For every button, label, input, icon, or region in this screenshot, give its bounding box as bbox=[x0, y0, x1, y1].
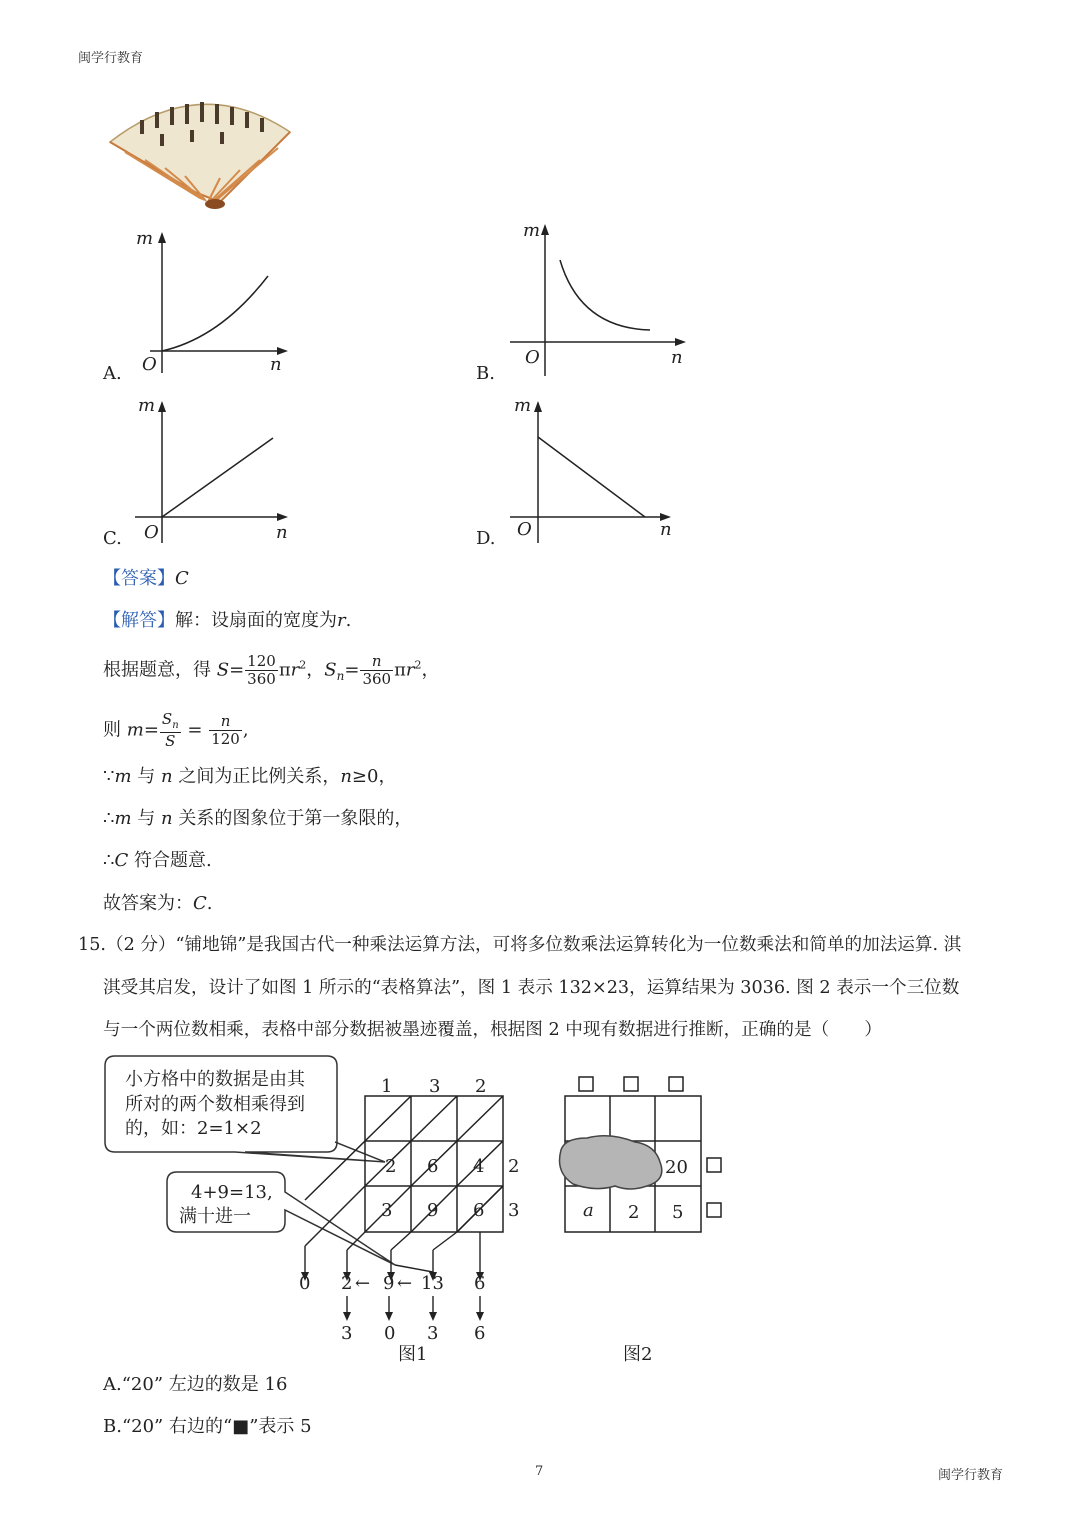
graph-b-xlabel: n bbox=[671, 347, 683, 368]
graph-c-ylabel: m bbox=[138, 395, 156, 416]
graph-d-ylabel: m bbox=[514, 395, 532, 416]
option-c-label: C. bbox=[103, 528, 122, 549]
fraction-n-360: $\frac{n}{360}$ bbox=[362, 652, 392, 688]
graph-c-origin: O bbox=[144, 522, 159, 543]
fig1-cell-2-2: 9 bbox=[427, 1200, 439, 1221]
graph-d-line bbox=[538, 437, 645, 517]
graph-a-xlabel: n bbox=[270, 354, 282, 375]
graph-a-ylabel: m bbox=[136, 228, 154, 249]
page-number: 7 bbox=[535, 1464, 544, 1479]
fraction-120-360: $\frac{120}{360}$ bbox=[247, 652, 276, 688]
callout-1-line-2: 所对的两个数相乘得到 bbox=[125, 1094, 305, 1115]
graph-c-line bbox=[162, 438, 273, 517]
question-15-line-2: 淇受其启发，设计了如图 1 所示的“表格算法”，图 1 表示 132×23，运算结果为 3036. 图 2 表示一个三位数 bbox=[103, 978, 960, 998]
fig2-cell-a: a bbox=[583, 1200, 594, 1221]
ink-blot bbox=[560, 1136, 662, 1189]
fraction-n-120: $\frac{n}{120}$ bbox=[211, 712, 240, 748]
fig1-top-1: 1 bbox=[381, 1076, 393, 1097]
header-left: 闽学行教育 bbox=[78, 51, 144, 66]
fig1-result-4: 6 bbox=[474, 1323, 486, 1344]
answer-line bbox=[103, 570, 189, 588]
fig1-result-3: 3 bbox=[427, 1323, 439, 1344]
figure-1-caption: 图1 bbox=[398, 1344, 428, 1365]
figures-1-2 bbox=[95, 1050, 735, 1370]
fig1-cell-2-3: 6 bbox=[473, 1200, 485, 1221]
option-15-a: A.“20” 左边的数是 16 bbox=[103, 1374, 288, 1395]
solution-tag: 【解答】 bbox=[103, 610, 175, 631]
callout-2-line-1: 4+9=13, bbox=[191, 1182, 273, 1203]
solution-line-3: 则 m= $\frac{S_n}{S}$ = $\frac{n}{120}$ , bbox=[103, 710, 249, 750]
fig1-right-1: 2 bbox=[508, 1156, 520, 1177]
graph-b-origin: O bbox=[525, 347, 540, 368]
fig1-sum-2: 2 bbox=[341, 1273, 353, 1294]
answer-value: C bbox=[175, 568, 189, 589]
fig1-result-2: 0 bbox=[384, 1323, 396, 1344]
graph-c-xlabel: n bbox=[276, 522, 288, 543]
fig1-result-1: 3 bbox=[341, 1323, 353, 1344]
fig1-arrow-left-2: ← bbox=[397, 1273, 413, 1294]
graph-c bbox=[130, 393, 300, 553]
callout-1-line-1: 小方格中的数据是由其 bbox=[125, 1069, 305, 1090]
question-15-line-3: 与一个两位数相乘，表格中部分数据被墨迹覆盖，根据图 2 中现有数据进行推断，正确的是（ ） bbox=[103, 1020, 882, 1040]
fig1-cell-1-1: 2 bbox=[385, 1156, 397, 1177]
solution-line-1: 【解答】解：设扇面的宽度为r. bbox=[103, 610, 352, 631]
option-b-label: B. bbox=[476, 363, 495, 384]
graph-b bbox=[505, 218, 695, 383]
fig1-right-2: 3 bbox=[508, 1200, 520, 1221]
graph-d-xlabel: n bbox=[660, 519, 672, 540]
callout-2-line-2: 满十进一 bbox=[179, 1206, 251, 1227]
figure-2-caption: 图2 bbox=[623, 1344, 653, 1365]
option-a-label: A. bbox=[103, 363, 122, 384]
solution-line-4: ∵m 与 n 之间为正比例关系，n≥0， bbox=[103, 766, 397, 787]
fig1-top-3: 2 bbox=[475, 1076, 487, 1097]
fig1-cell-2-1: 3 bbox=[381, 1200, 393, 1221]
graph-a-origin: O bbox=[142, 354, 157, 375]
fig1-top-2: 3 bbox=[429, 1076, 441, 1097]
fig2-cell-2: 2 bbox=[628, 1202, 640, 1223]
answer-tag: 【答案】 bbox=[103, 568, 175, 589]
callout-1-line-3: 的，如：2=1×2 bbox=[125, 1118, 262, 1139]
solution-line-6: ∴C 符合题意. bbox=[103, 850, 212, 871]
question-15-line-1: 15.（2 分）“铺地锦”是我国古代一种乘法运算方法，可将多位数乘法运算转化为一位数乘法和简单的加法运算. 淇 bbox=[78, 935, 962, 955]
fig1-cell-1-2: 6 bbox=[427, 1156, 439, 1177]
fig1-sum-3: 9 bbox=[383, 1273, 395, 1294]
graph-b-curve bbox=[560, 260, 650, 330]
graph-a bbox=[130, 228, 300, 388]
graph-d bbox=[505, 393, 680, 553]
fraction-sn-s: $\frac{S_n}{S}$ bbox=[161, 710, 179, 750]
fig1-sum-4: 13 bbox=[421, 1273, 444, 1294]
fig1-sum-5: 6 bbox=[474, 1273, 486, 1294]
fig1-sum-1: 0 bbox=[299, 1273, 311, 1294]
solution-line-7: 故答案为：C. bbox=[103, 893, 213, 914]
graph-d-origin: O bbox=[517, 519, 532, 540]
fig1-arrow-left-1: ← bbox=[355, 1273, 371, 1294]
footer-right: 闽学行教育 bbox=[938, 1468, 1004, 1483]
option-d-label: D. bbox=[476, 528, 496, 549]
graph-b-ylabel: m bbox=[523, 220, 541, 241]
fig2-cell-5: 5 bbox=[672, 1202, 684, 1223]
option-15-b: B.“20” 右边的“■”表示 5 bbox=[103, 1416, 312, 1437]
solution-line-2: 根据题意，得 S= $\frac{120}{360}$ $\pi r^2$，$S_n=$ $\frac{n}{360}$ $\pi r^2$， bbox=[103, 652, 440, 688]
graph-a-curve bbox=[162, 276, 268, 351]
fig1-cell-1-3: 4 bbox=[473, 1156, 485, 1177]
fan-image bbox=[100, 82, 300, 212]
fig2-cell-20: 20 bbox=[665, 1157, 688, 1178]
solution-line-5: ∴m 与 n 关系的图象位于第一象限的， bbox=[103, 808, 413, 829]
